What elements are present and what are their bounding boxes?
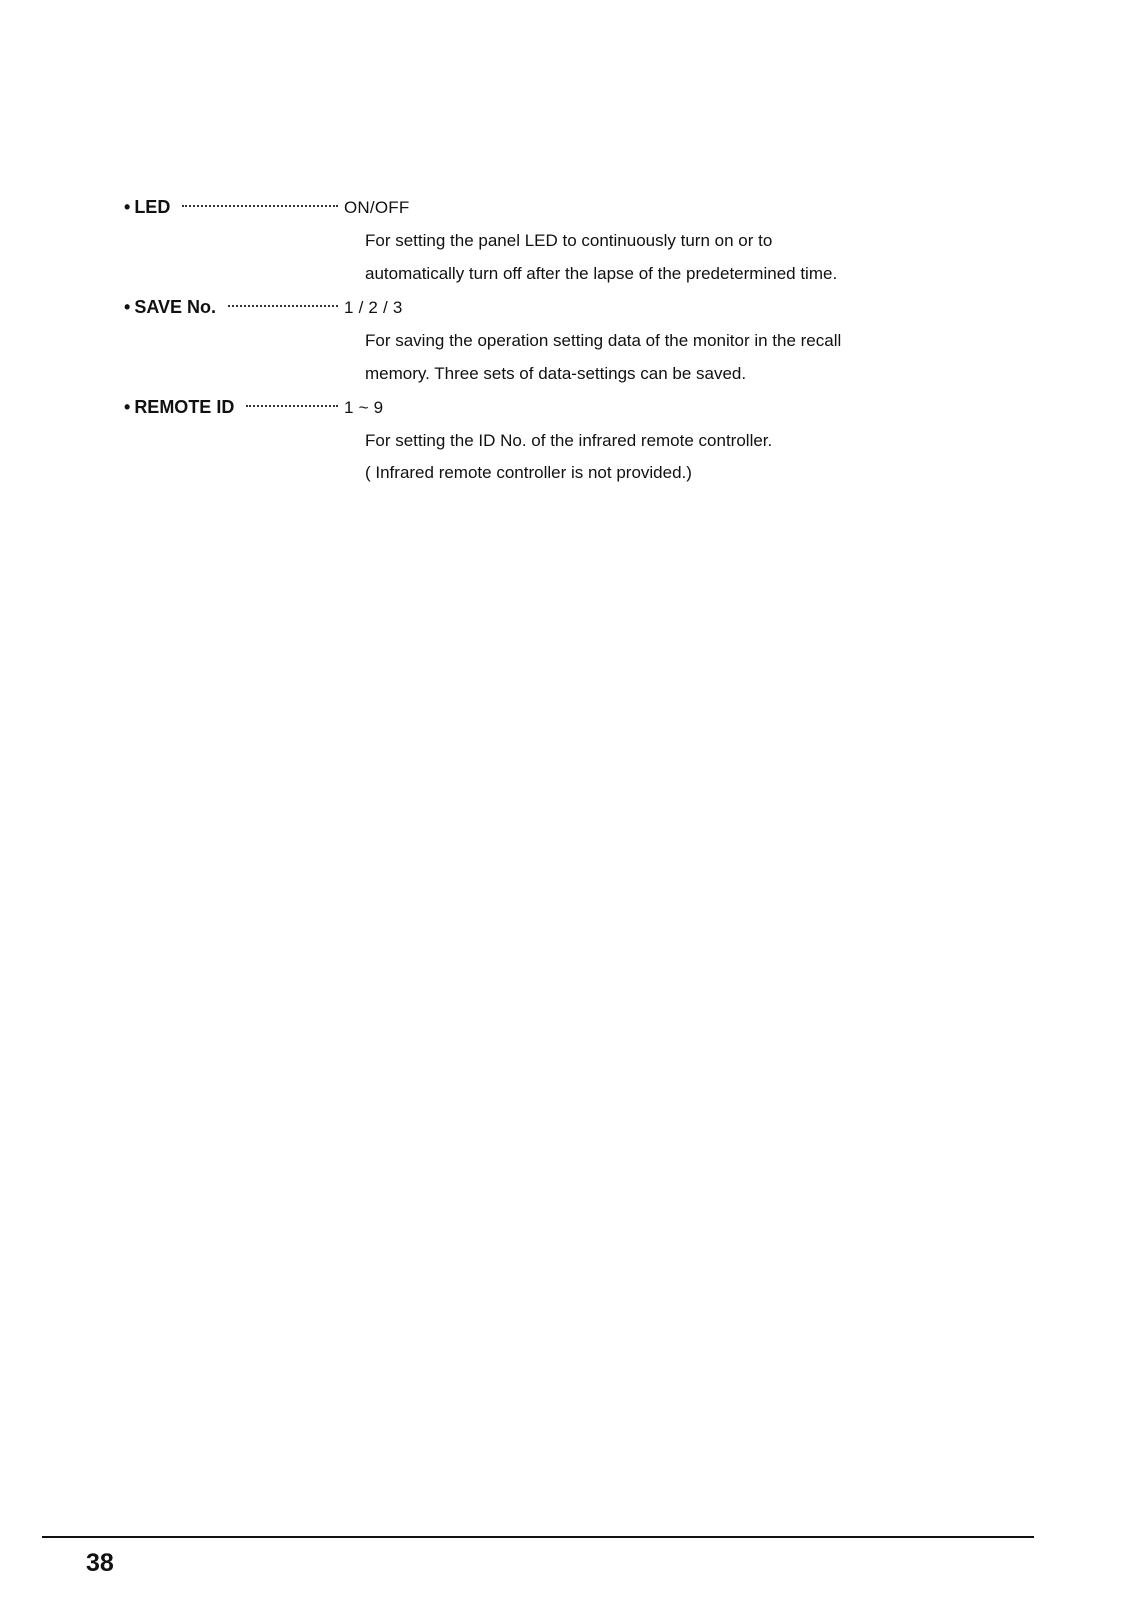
dot-leader xyxy=(246,405,338,407)
description-line: For setting the ID No. of the infrared remote controller. xyxy=(365,431,773,450)
description-line: automatically turn off after the lapse of the predetermined time. xyxy=(365,264,838,283)
setting-label-text: LED xyxy=(134,197,171,217)
setting-label xyxy=(124,290,344,324)
setting-description xyxy=(365,224,924,290)
dot-leader xyxy=(228,305,338,307)
bullet-icon: • xyxy=(124,397,131,417)
dot-leader xyxy=(182,205,338,207)
description-line: For saving the operation setting data of the monitor in the recall xyxy=(365,331,842,350)
setting-label-text: REMOTE ID xyxy=(134,397,235,417)
setting-label-text: SAVE No. xyxy=(134,297,216,317)
setting-value: 1 / 2 / 3 xyxy=(344,298,403,317)
setting-value: 1 ~ 9 xyxy=(344,398,384,417)
footer-divider xyxy=(42,1536,1034,1538)
setting-label xyxy=(124,390,344,424)
setting-description xyxy=(365,324,924,390)
bullet-icon: • xyxy=(124,197,131,217)
description-line: memory. Three sets of data-settings can be saved. xyxy=(365,364,747,383)
setting-description xyxy=(365,424,924,488)
settings-list xyxy=(124,190,924,488)
setting-head xyxy=(124,390,924,424)
setting-value: ON/OFF xyxy=(344,198,410,217)
setting-led xyxy=(124,190,924,290)
setting-label xyxy=(124,190,344,224)
page-number: 38 xyxy=(86,1549,114,1577)
setting-remote-id xyxy=(124,390,924,488)
setting-save-no xyxy=(124,290,924,390)
setting-head xyxy=(124,290,924,324)
description-line: For setting the panel LED to continuously turn on or to xyxy=(365,231,773,250)
setting-head xyxy=(124,190,924,224)
description-line: ( Infrared remote controller is not provided.) xyxy=(365,463,692,482)
bullet-icon: • xyxy=(124,297,131,317)
